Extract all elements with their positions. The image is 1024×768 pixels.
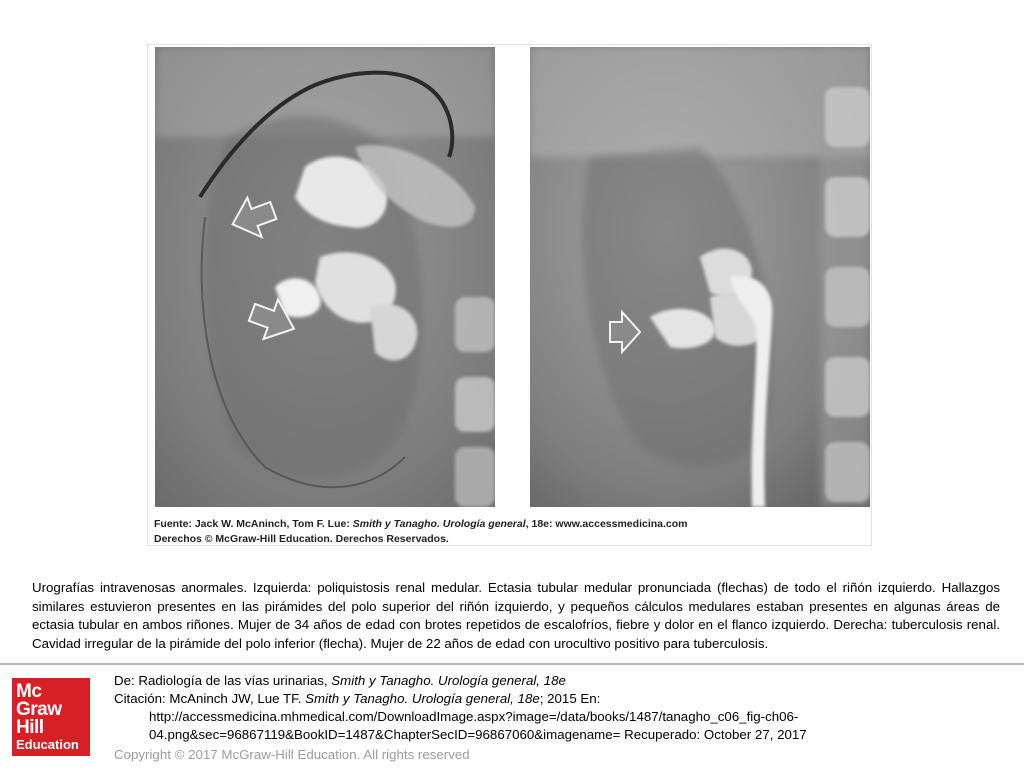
divider [0, 663, 1024, 665]
citation-url-line-1: http://accessmedicina.mhmedical.com/DownloadImage.aspx?image=/data/books/1487/tanagho_c06_fig-ch06- [149, 709, 799, 724]
figure-source-credit [154, 517, 688, 547]
figure-image [147, 44, 872, 546]
xray-urogram-right-icon [530, 47, 870, 507]
citation-block [114, 672, 807, 762]
citation-line: Citación: McAninch JW, Lue TF. Smith y Tanagho. Urología general, 18e; 2015 En: [114, 691, 601, 706]
xray-left-panel [155, 47, 495, 507]
mcgraw-hill-education-logo: Mc Graw Hill Education [12, 678, 90, 756]
citation-url-line-2: 04.png&sec=96867119&BookID=1487&ChapterSecID=96867060&imagename= Recuperado: October 27, 2017 [149, 727, 807, 742]
figure-caption: Urografías intravenosas anormales. Izquierda: poliquistosis renal medular. Ectasia tubular medular pronunciada (flechas) de todo el riñón izquierdo. Hallazgos similares estuvieron presentes en las pirámides del polo superior del riñón izquierdo, y pequeños cálculos medulares estaban presentes en algunas áreas de ectasia tubular en ambos riñones. Mujer de 34 años de edad con brotes repetidos de escalofríos, fiebre y dolor en el flanco izquierdo. Derecha: tuberculosis renal. Cavidad irregular de la pirámide del polo inferior (flecha). Mujer de 22 años de edad con urocultivo positivo para tuberculosis. [32, 580, 1000, 651]
xray-right-panel [530, 47, 870, 507]
copyright-notice: Copyright © 2017 McGraw-Hill Education. All rights reserved [114, 747, 470, 762]
from-line: De: Radiología de las vías urinarias, Smith y Tanagho. Urología general, 18e [114, 673, 566, 688]
xray-urogram-left-icon [155, 47, 495, 507]
figure-source-line-1: Fuente: Jack W. McAninch, Tom F. Lue: Smith y Tanagho. Urología general, 18e: www.accessmedicina.com [154, 518, 688, 530]
figure-source-line-2: Derechos © McGraw-Hill Education. Derechos Reservados. [154, 533, 449, 545]
